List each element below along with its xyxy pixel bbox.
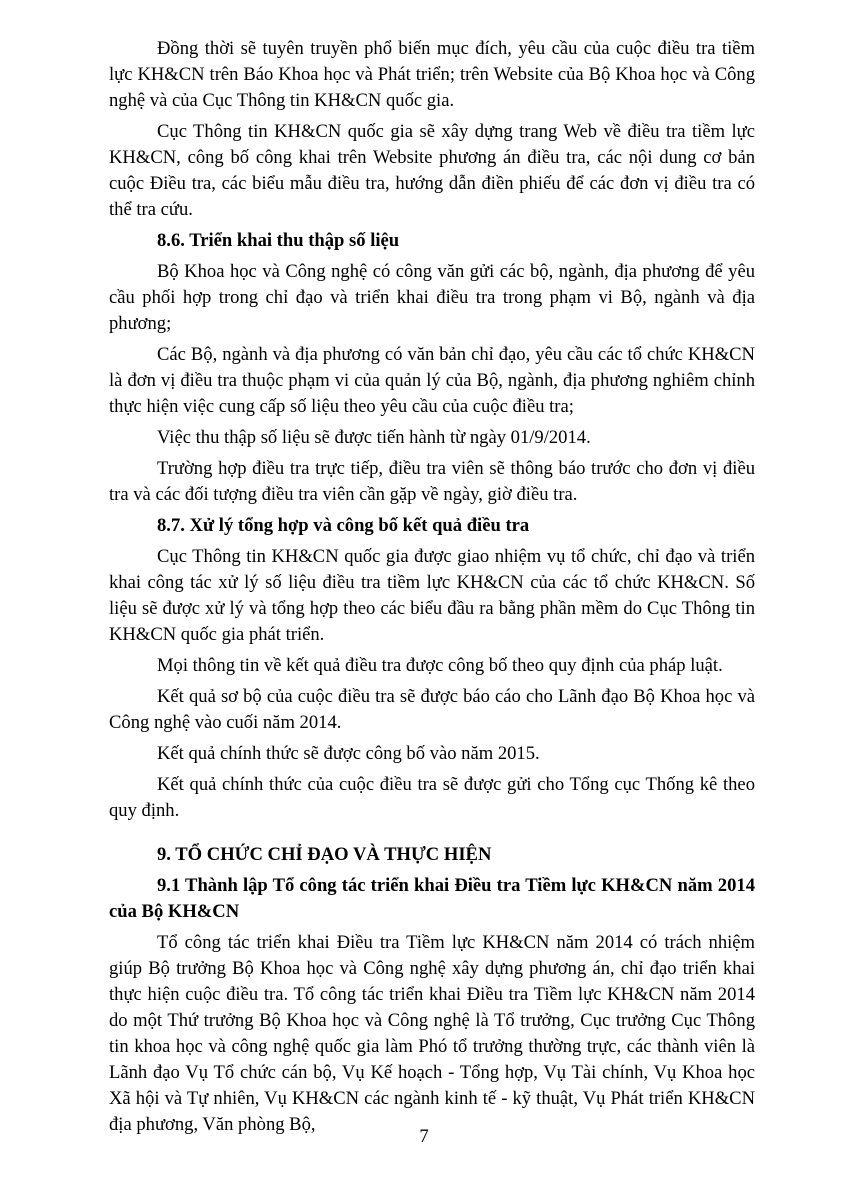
paragraph-processing: Cục Thông tin KH&CN quốc gia được giao nhiệm vụ tổ chức, chỉ đạo và triển khai công tác xử lý số liệu điều tra tiềm lực KH&CN của các tổ chức KH&CN. Số liệu sẽ được xử lý và tổng hợp theo các biểu đầu ra bằng phần mềm do Cục Thông tin KH&CN quốc gia phát triển. (109, 546, 755, 645)
heading-9-1: 9.1 Thành lập Tổ công tác triển khai Điều tra Tiềm lực KH&CN năm 2014 của Bộ KH&CN (109, 875, 755, 922)
paragraph-direct-survey: Trường hợp điều tra trực tiếp, điều tra viên sẽ thông báo trước cho đơn vị điều tra và các đối tượng điều tra viên cần gặp về ngày, giờ điều tra. (109, 458, 755, 505)
paragraph-statistics-office: Kết quả chính thức của cuộc điều tra sẽ được gửi cho Tổng cục Thống kê theo quy định. (109, 774, 755, 821)
heading-8-7: 8.7. Xử lý tổng hợp và công bố kết quả điều tra (157, 515, 530, 536)
paragraph-preliminary-result: Kết quả sơ bộ của cuộc điều tra sẽ được báo cáo cho Lãnh đạo Bộ Khoa học và Công nghệ vào cuối năm 2014. (109, 686, 755, 733)
heading-section-9: 9. TỔ CHỨC CHỈ ĐẠO VÀ THỰC HIỆN (157, 844, 492, 865)
paragraph-website: Cục Thông tin KH&CN quốc gia sẽ xây dựng trang Web về điều tra tiềm lực KH&CN, công bố công khai trên Website phương án điều tra, các nội dung cơ bản cuộc Điều tra, các biểu mẫu điều tra, hướng dẫn điền phiếu để các đơn vị điều tra có thể tra cứu. (109, 121, 755, 220)
page-number: 7 (419, 1126, 429, 1147)
paragraph-propaganda: Đồng thời sẽ tuyên truyền phổ biến mục đích, yêu cầu của cuộc điều tra tiềm lực KH&CN trên Báo Khoa học và Phát triển; trên Website của Bộ Khoa học và Công nghệ và của Cục Thông tin KH&CN quốc gia. (109, 38, 755, 111)
paragraph-ministry-direction: Các Bộ, ngành và địa phương có văn bản chỉ đạo, yêu cầu các tổ chức KH&CN là đơn vị điều tra thuộc phạm vi của quản lý của Bộ, ngành, địa phương nghiêm chỉnh thực hiện việc cung cấp số liệu theo yêu cầu của cuộc điều tra; (109, 344, 755, 417)
paragraph-official-result: Kết quả chính thức sẽ được công bố vào năm 2015. (157, 743, 540, 764)
paragraph-collection-date: Việc thu thập số liệu sẽ được tiến hành từ ngày 01/9/2014. (157, 427, 591, 448)
paragraph-publication-law: Mọi thông tin về kết quả điều tra được công bố theo quy định của pháp luật. (157, 655, 723, 676)
paragraph-working-group: Tổ công tác triển khai Điều tra Tiềm lực KH&CN năm 2014 có trách nhiệm giúp Bộ trưởng Bộ Khoa học và Công nghệ xây dựng phương án, chỉ đạo triển khai thực hiện cuộc điều tra. Tổ công tác triển khai Điều tra Tiềm lực KH&CN năm 2014 do một Thứ trưởng Bộ Khoa học và Công nghệ là Tổ trưởng, Cục trưởng Cục Thông tin khoa học và công nghệ quốc gia làm Phó tổ trưởng thường trực, các thành viên là Lãnh đạo Vụ Tổ chức cán bộ, Vụ Kế hoạch - Tổng hợp, Vụ Tài chính, Vụ Khoa học Xã hội và Tự nhiên, Vụ KH&CN các ngành kinh tế - kỹ thuật, Vụ Phát triển KH&CN địa phương, Văn phòng Bộ, (109, 932, 755, 1135)
paragraph-ministry-letter: Bộ Khoa học và Công nghệ có công văn gửi các bộ, ngành, địa phương để yêu cầu phối hợp trong chỉ đạo và triển khai điều tra trong phạm vi Bộ, ngành và địa phương; (109, 261, 755, 334)
heading-8-6: 8.6. Triển khai thu thập số liệu (157, 230, 400, 251)
document-page (109, 36, 755, 1143)
